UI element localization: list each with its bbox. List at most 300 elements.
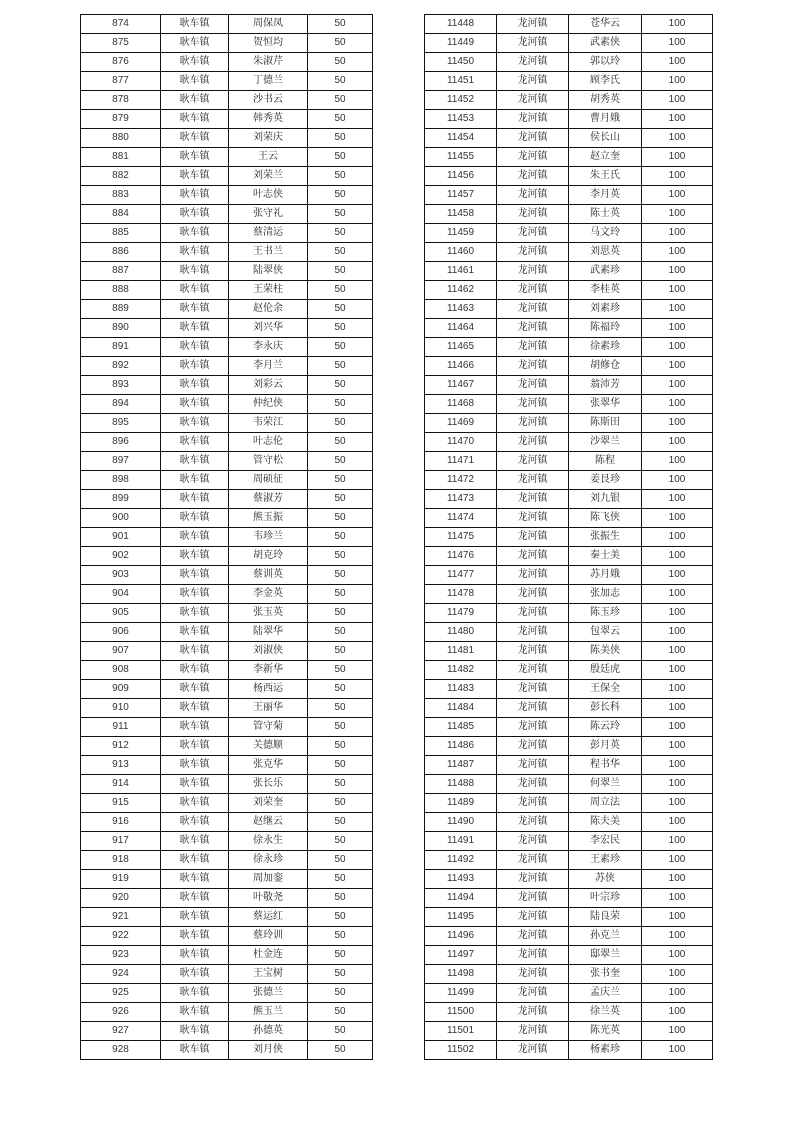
row-id-cell: 916 — [81, 813, 161, 832]
town-cell: 龙河镇 — [497, 53, 569, 72]
name-cell: 殷廷虎 — [569, 661, 642, 680]
table-row — [81, 243, 373, 262]
amount-cell: 50 — [308, 205, 373, 224]
town-cell: 耿车镇 — [161, 148, 229, 167]
name-cell: 张翠华 — [569, 395, 642, 414]
row-id-cell: 874 — [81, 15, 161, 34]
row-id-cell: 11486 — [425, 737, 497, 756]
name-cell: 王云 — [229, 148, 308, 167]
row-id-cell: 875 — [81, 34, 161, 53]
town-cell: 龙河镇 — [497, 1022, 569, 1041]
row-id-cell: 11498 — [425, 965, 497, 984]
row-id-cell: 891 — [81, 338, 161, 357]
table-row — [425, 604, 713, 623]
name-cell: 李桂英 — [569, 281, 642, 300]
name-cell: 贺恒均 — [229, 34, 308, 53]
name-cell: 朱淑芹 — [229, 53, 308, 72]
name-cell: 陈程 — [569, 452, 642, 471]
amount-cell: 100 — [642, 509, 713, 528]
row-id-cell: 11452 — [425, 91, 497, 110]
row-id-cell: 905 — [81, 604, 161, 623]
amount-cell: 100 — [642, 1003, 713, 1022]
table-row — [425, 414, 713, 433]
row-id-cell: 876 — [81, 53, 161, 72]
town-cell: 龙河镇 — [497, 186, 569, 205]
name-cell: 秦士美 — [569, 547, 642, 566]
town-cell: 耿车镇 — [161, 1003, 229, 1022]
row-id-cell: 906 — [81, 623, 161, 642]
table-row — [81, 965, 373, 984]
town-cell: 耿车镇 — [161, 34, 229, 53]
name-cell: 徐兰英 — [569, 1003, 642, 1022]
row-id-cell: 11475 — [425, 528, 497, 547]
amount-cell: 50 — [308, 566, 373, 585]
name-cell: 徐永生 — [229, 832, 308, 851]
name-cell: 赵伦余 — [229, 300, 308, 319]
amount-cell: 100 — [642, 604, 713, 623]
name-cell: 张加志 — [569, 585, 642, 604]
row-id-cell: 877 — [81, 72, 161, 91]
table-row — [81, 547, 373, 566]
amount-cell: 100 — [642, 756, 713, 775]
row-id-cell: 11479 — [425, 604, 497, 623]
amount-cell: 100 — [642, 984, 713, 1003]
town-cell: 龙河镇 — [497, 908, 569, 927]
amount-cell: 50 — [308, 15, 373, 34]
row-id-cell: 890 — [81, 319, 161, 338]
row-id-cell: 11490 — [425, 813, 497, 832]
amount-cell: 100 — [642, 376, 713, 395]
town-cell: 龙河镇 — [497, 72, 569, 91]
town-cell: 耿车镇 — [161, 338, 229, 357]
table-row — [425, 167, 713, 186]
table-row — [425, 870, 713, 889]
table-row — [81, 300, 373, 319]
name-cell: 韦珍兰 — [229, 528, 308, 547]
amount-cell: 100 — [642, 110, 713, 129]
town-cell: 耿车镇 — [161, 813, 229, 832]
name-cell: 苏月娥 — [569, 566, 642, 585]
amount-cell: 100 — [642, 927, 713, 946]
name-cell: 王荣柱 — [229, 281, 308, 300]
town-cell: 龙河镇 — [497, 699, 569, 718]
amount-cell: 50 — [308, 262, 373, 281]
amount-cell: 100 — [642, 452, 713, 471]
table-row — [81, 91, 373, 110]
town-cell: 龙河镇 — [497, 395, 569, 414]
table-row — [425, 1041, 713, 1060]
town-cell: 龙河镇 — [497, 794, 569, 813]
name-cell: 徐素珍 — [569, 338, 642, 357]
amount-cell: 50 — [308, 34, 373, 53]
town-cell: 耿车镇 — [161, 452, 229, 471]
town-cell: 耿车镇 — [161, 756, 229, 775]
amount-cell: 50 — [308, 319, 373, 338]
town-cell: 耿车镇 — [161, 585, 229, 604]
name-cell: 韩秀英 — [229, 110, 308, 129]
amount-cell: 50 — [308, 623, 373, 642]
town-cell: 龙河镇 — [497, 870, 569, 889]
table-row — [81, 186, 373, 205]
town-cell: 龙河镇 — [497, 243, 569, 262]
town-cell: 龙河镇 — [497, 262, 569, 281]
amount-cell: 50 — [308, 661, 373, 680]
amount-cell: 50 — [308, 490, 373, 509]
row-id-cell: 924 — [81, 965, 161, 984]
name-cell: 陈斯田 — [569, 414, 642, 433]
name-cell: 沙翠兰 — [569, 433, 642, 452]
town-cell: 龙河镇 — [497, 91, 569, 110]
name-cell: 李宏民 — [569, 832, 642, 851]
town-cell: 耿车镇 — [161, 528, 229, 547]
town-cell: 耿车镇 — [161, 737, 229, 756]
amount-cell: 50 — [308, 1003, 373, 1022]
name-cell: 周保凤 — [229, 15, 308, 34]
name-cell: 孙克兰 — [569, 927, 642, 946]
row-id-cell: 885 — [81, 224, 161, 243]
town-cell: 龙河镇 — [497, 718, 569, 737]
table-row — [81, 452, 373, 471]
row-id-cell: 908 — [81, 661, 161, 680]
row-id-cell: 11474 — [425, 509, 497, 528]
row-id-cell: 903 — [81, 566, 161, 585]
town-cell: 龙河镇 — [497, 148, 569, 167]
amount-cell: 100 — [642, 870, 713, 889]
row-id-cell: 11482 — [425, 661, 497, 680]
table-row — [81, 908, 373, 927]
town-cell: 龙河镇 — [497, 927, 569, 946]
table-row — [81, 642, 373, 661]
amount-cell: 100 — [642, 832, 713, 851]
row-id-cell: 11464 — [425, 319, 497, 338]
table-row — [81, 889, 373, 908]
name-cell: 张克华 — [229, 756, 308, 775]
name-cell: 丁德兰 — [229, 72, 308, 91]
town-cell: 耿车镇 — [161, 680, 229, 699]
name-cell: 韦荣江 — [229, 414, 308, 433]
amount-cell: 100 — [642, 262, 713, 281]
name-cell: 熊玉兰 — [229, 1003, 308, 1022]
amount-cell: 100 — [642, 585, 713, 604]
town-cell: 龙河镇 — [497, 889, 569, 908]
row-id-cell: 904 — [81, 585, 161, 604]
table-row — [81, 984, 373, 1003]
town-cell: 耿车镇 — [161, 262, 229, 281]
amount-cell: 100 — [642, 167, 713, 186]
amount-cell: 50 — [308, 528, 373, 547]
town-cell: 龙河镇 — [497, 110, 569, 129]
town-cell: 龙河镇 — [497, 623, 569, 642]
row-id-cell: 899 — [81, 490, 161, 509]
row-id-cell: 11459 — [425, 224, 497, 243]
amount-cell: 50 — [308, 53, 373, 72]
amount-cell: 50 — [308, 737, 373, 756]
row-id-cell: 11456 — [425, 167, 497, 186]
table-row — [425, 110, 713, 129]
amount-cell: 50 — [308, 547, 373, 566]
left-roster-body — [81, 15, 373, 1060]
row-id-cell: 11470 — [425, 433, 497, 452]
table-row — [425, 1022, 713, 1041]
row-id-cell: 928 — [81, 1041, 161, 1060]
row-id-cell: 11501 — [425, 1022, 497, 1041]
row-id-cell: 11461 — [425, 262, 497, 281]
name-cell: 蔡玲训 — [229, 927, 308, 946]
name-cell: 陈士英 — [569, 205, 642, 224]
right-roster-table — [424, 14, 713, 1060]
town-cell: 耿车镇 — [161, 281, 229, 300]
row-id-cell: 907 — [81, 642, 161, 661]
table-row — [81, 946, 373, 965]
table-row — [81, 775, 373, 794]
amount-cell: 100 — [642, 281, 713, 300]
town-cell: 耿车镇 — [161, 965, 229, 984]
table-row — [425, 15, 713, 34]
table-row — [425, 984, 713, 1003]
right-roster-body — [425, 15, 713, 1060]
table-row — [425, 547, 713, 566]
name-cell: 杨西运 — [229, 680, 308, 699]
name-cell: 李新华 — [229, 661, 308, 680]
amount-cell: 100 — [642, 471, 713, 490]
row-id-cell: 11484 — [425, 699, 497, 718]
amount-cell: 50 — [308, 1041, 373, 1060]
row-id-cell: 11451 — [425, 72, 497, 91]
name-cell: 陈福玲 — [569, 319, 642, 338]
row-id-cell: 11471 — [425, 452, 497, 471]
town-cell: 龙河镇 — [497, 167, 569, 186]
name-cell: 陈夫美 — [569, 813, 642, 832]
table-row — [425, 357, 713, 376]
name-cell: 孟庆兰 — [569, 984, 642, 1003]
amount-cell: 50 — [308, 433, 373, 452]
table-row — [81, 927, 373, 946]
amount-cell: 50 — [308, 281, 373, 300]
table-row — [81, 528, 373, 547]
name-cell: 赵立奎 — [569, 148, 642, 167]
table-row — [81, 34, 373, 53]
row-id-cell: 11462 — [425, 281, 497, 300]
town-cell: 耿车镇 — [161, 984, 229, 1003]
name-cell: 陈云玲 — [569, 718, 642, 737]
row-id-cell: 910 — [81, 699, 161, 718]
row-id-cell: 887 — [81, 262, 161, 281]
town-cell: 耿车镇 — [161, 851, 229, 870]
table-row — [425, 262, 713, 281]
town-cell: 龙河镇 — [497, 965, 569, 984]
row-id-cell: 901 — [81, 528, 161, 547]
amount-cell: 50 — [308, 129, 373, 148]
row-id-cell: 11473 — [425, 490, 497, 509]
name-cell: 王宝树 — [229, 965, 308, 984]
table-row — [81, 129, 373, 148]
town-cell: 耿车镇 — [161, 794, 229, 813]
name-cell: 胡修仓 — [569, 357, 642, 376]
table-row — [425, 300, 713, 319]
name-cell: 沙书云 — [229, 91, 308, 110]
table-row — [81, 357, 373, 376]
amount-cell: 50 — [308, 357, 373, 376]
name-cell: 李金英 — [229, 585, 308, 604]
row-id-cell: 11496 — [425, 927, 497, 946]
table-row — [425, 775, 713, 794]
amount-cell: 50 — [308, 224, 373, 243]
town-cell: 龙河镇 — [497, 300, 569, 319]
name-cell: 叶敬尧 — [229, 889, 308, 908]
table-row — [425, 338, 713, 357]
name-cell: 刘荣奎 — [229, 794, 308, 813]
row-id-cell: 881 — [81, 148, 161, 167]
town-cell: 龙河镇 — [497, 414, 569, 433]
table-row — [81, 623, 373, 642]
amount-cell: 100 — [642, 433, 713, 452]
amount-cell: 100 — [642, 357, 713, 376]
table-row — [425, 129, 713, 148]
amount-cell: 100 — [642, 186, 713, 205]
amount-cell: 50 — [308, 338, 373, 357]
table-row — [81, 1003, 373, 1022]
amount-cell: 50 — [308, 965, 373, 984]
name-cell: 张长乐 — [229, 775, 308, 794]
table-row — [81, 509, 373, 528]
name-cell: 刘荣庆 — [229, 129, 308, 148]
town-cell: 耿车镇 — [161, 376, 229, 395]
table-row — [425, 718, 713, 737]
name-cell: 姜艮珍 — [569, 471, 642, 490]
town-cell: 龙河镇 — [497, 528, 569, 547]
amount-cell: 50 — [308, 946, 373, 965]
name-cell: 曹月娥 — [569, 110, 642, 129]
amount-cell: 100 — [642, 129, 713, 148]
row-id-cell: 896 — [81, 433, 161, 452]
town-cell: 龙河镇 — [497, 984, 569, 1003]
name-cell: 赵继云 — [229, 813, 308, 832]
name-cell: 陆良荣 — [569, 908, 642, 927]
town-cell: 耿车镇 — [161, 566, 229, 585]
row-id-cell: 892 — [81, 357, 161, 376]
row-id-cell: 926 — [81, 1003, 161, 1022]
row-id-cell: 893 — [81, 376, 161, 395]
table-row — [425, 91, 713, 110]
table-row — [81, 870, 373, 889]
table-row — [425, 433, 713, 452]
table-row — [81, 604, 373, 623]
town-cell: 龙河镇 — [497, 832, 569, 851]
amount-cell: 50 — [308, 604, 373, 623]
name-cell: 邸翠兰 — [569, 946, 642, 965]
town-cell: 耿车镇 — [161, 775, 229, 794]
table-row — [425, 585, 713, 604]
table-row — [81, 148, 373, 167]
table-row — [425, 72, 713, 91]
town-cell: 龙河镇 — [497, 661, 569, 680]
name-cell: 蔡运红 — [229, 908, 308, 927]
amount-cell: 50 — [308, 642, 373, 661]
amount-cell: 100 — [642, 699, 713, 718]
table-row — [425, 528, 713, 547]
name-cell: 蔡训英 — [229, 566, 308, 585]
table-row — [81, 205, 373, 224]
table-row — [81, 490, 373, 509]
amount-cell: 100 — [642, 224, 713, 243]
name-cell: 陈光英 — [569, 1022, 642, 1041]
table-row — [425, 813, 713, 832]
town-cell: 龙河镇 — [497, 756, 569, 775]
amount-cell: 50 — [308, 889, 373, 908]
table-row — [81, 699, 373, 718]
amount-cell: 50 — [308, 680, 373, 699]
amount-cell: 100 — [642, 243, 713, 262]
town-cell: 耿车镇 — [161, 946, 229, 965]
amount-cell: 100 — [642, 718, 713, 737]
town-cell: 龙河镇 — [497, 205, 569, 224]
name-cell: 包翠云 — [569, 623, 642, 642]
row-id-cell: 921 — [81, 908, 161, 927]
town-cell: 耿车镇 — [161, 889, 229, 908]
town-cell: 耿车镇 — [161, 509, 229, 528]
row-id-cell: 11495 — [425, 908, 497, 927]
table-row — [425, 566, 713, 585]
amount-cell: 50 — [308, 794, 373, 813]
amount-cell: 100 — [642, 414, 713, 433]
amount-cell: 100 — [642, 794, 713, 813]
row-id-cell: 11493 — [425, 870, 497, 889]
table-row — [81, 376, 373, 395]
name-cell: 叶志侠 — [229, 186, 308, 205]
table-row — [425, 452, 713, 471]
town-cell: 耿车镇 — [161, 471, 229, 490]
table-row — [81, 281, 373, 300]
town-cell: 耿车镇 — [161, 319, 229, 338]
amount-cell: 100 — [642, 34, 713, 53]
table-row — [425, 148, 713, 167]
town-cell: 耿车镇 — [161, 357, 229, 376]
town-cell: 耿车镇 — [161, 224, 229, 243]
table-row — [425, 490, 713, 509]
town-cell: 龙河镇 — [497, 319, 569, 338]
row-id-cell: 888 — [81, 281, 161, 300]
row-id-cell: 11466 — [425, 357, 497, 376]
town-cell: 耿车镇 — [161, 15, 229, 34]
town-cell: 耿车镇 — [161, 395, 229, 414]
row-id-cell: 11472 — [425, 471, 497, 490]
amount-cell: 50 — [308, 908, 373, 927]
town-cell: 龙河镇 — [497, 15, 569, 34]
amount-cell: 50 — [308, 870, 373, 889]
town-cell: 龙河镇 — [497, 946, 569, 965]
town-cell: 耿车镇 — [161, 623, 229, 642]
name-cell: 刘荣兰 — [229, 167, 308, 186]
table-row — [81, 167, 373, 186]
table-row — [425, 205, 713, 224]
row-id-cell: 11502 — [425, 1041, 497, 1060]
amount-cell: 100 — [642, 547, 713, 566]
name-cell: 徐永珍 — [229, 851, 308, 870]
table-row — [425, 680, 713, 699]
town-cell: 耿车镇 — [161, 110, 229, 129]
row-id-cell: 923 — [81, 946, 161, 965]
name-cell: 仲纪侠 — [229, 395, 308, 414]
amount-cell: 100 — [642, 300, 713, 319]
table-row — [81, 53, 373, 72]
row-id-cell: 900 — [81, 509, 161, 528]
table-row — [425, 395, 713, 414]
town-cell: 耿车镇 — [161, 604, 229, 623]
name-cell: 周立法 — [569, 794, 642, 813]
amount-cell: 50 — [308, 186, 373, 205]
amount-cell: 100 — [642, 205, 713, 224]
table-row — [81, 585, 373, 604]
